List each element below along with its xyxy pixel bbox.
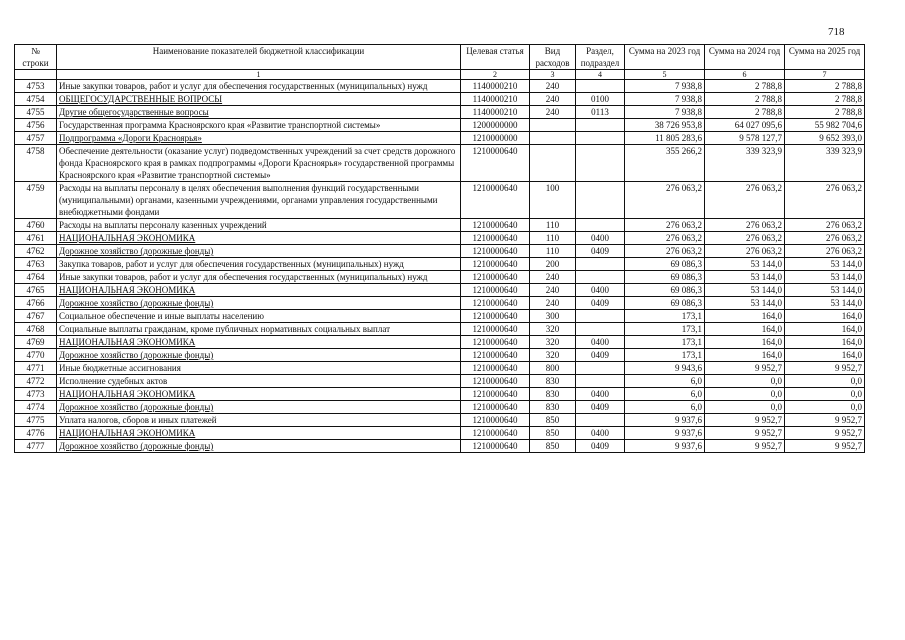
table-row bbox=[15, 80, 865, 93]
row-name: Социальное обеспечение и иные выплаты населению bbox=[57, 310, 461, 323]
table-row bbox=[15, 401, 865, 414]
row-sum-2025: 9 952,7 bbox=[785, 362, 865, 375]
row-sum-2023: 9 937,6 bbox=[625, 427, 705, 440]
row-number: 4761 bbox=[15, 232, 57, 245]
row-name bbox=[57, 106, 461, 119]
row-sum-2024: 64 027 095,6 bbox=[705, 119, 785, 132]
row-sum-2024: 9 952,7 bbox=[705, 414, 785, 427]
row-sum-2023: 38 726 953,8 bbox=[625, 119, 705, 132]
row-sum-2025: 164,0 bbox=[785, 336, 865, 349]
row-number: 4753 bbox=[15, 80, 57, 93]
row-sum-2023: 276 063,2 bbox=[625, 232, 705, 245]
row-expense-kind: 240 bbox=[530, 284, 576, 297]
row-sum-2025: 53 144,0 bbox=[785, 284, 865, 297]
header-sum-2024: Сумма на 2024 год bbox=[705, 45, 785, 70]
row-expense-kind: 300 bbox=[530, 310, 576, 323]
row-expense-kind: 110 bbox=[530, 245, 576, 258]
row-name bbox=[57, 232, 461, 245]
table-row bbox=[15, 145, 865, 182]
row-section bbox=[576, 271, 625, 284]
row-name: Расходы на выплаты персоналу в целях обеспечения выполнения функций государственными (муниципальными) органами, казенными учреждениями, органами управления государственными внебюджетными фондами bbox=[57, 182, 461, 219]
row-number: 4765 bbox=[15, 284, 57, 297]
row-sum-2025: 339 323,9 bbox=[785, 145, 865, 182]
header-name: Наименование показателей бюджетной классификации bbox=[57, 45, 461, 70]
row-name bbox=[57, 284, 461, 297]
row-target-item: 1210000640 bbox=[461, 219, 530, 232]
table-row bbox=[15, 362, 865, 375]
row-expense-kind: 320 bbox=[530, 349, 576, 362]
row-expense-kind: 850 bbox=[530, 414, 576, 427]
row-target-item: 1210000640 bbox=[461, 323, 530, 336]
column-number: 5 bbox=[625, 70, 705, 80]
row-target-item: 1210000640 bbox=[461, 145, 530, 182]
row-sum-2024: 9 952,7 bbox=[705, 427, 785, 440]
row-name: Исполнение судебных актов bbox=[57, 375, 461, 388]
row-expense-kind: 320 bbox=[530, 323, 576, 336]
row-name: Закупка товаров, работ и услуг для обеспечения государственных (муниципальных) нужд bbox=[57, 258, 461, 271]
row-sum-2025: 164,0 bbox=[785, 310, 865, 323]
row-sum-2024: 276 063,2 bbox=[705, 245, 785, 258]
row-sum-2023: 7 938,8 bbox=[625, 80, 705, 93]
row-section bbox=[576, 132, 625, 145]
row-name-text: Дорожное хозяйство (дорожные фонды) bbox=[59, 402, 214, 412]
table-row bbox=[15, 245, 865, 258]
row-sum-2023: 276 063,2 bbox=[625, 182, 705, 219]
row-sum-2023: 9 937,6 bbox=[625, 440, 705, 453]
row-number: 4759 bbox=[15, 182, 57, 219]
row-number: 4772 bbox=[15, 375, 57, 388]
row-name bbox=[57, 245, 461, 258]
row-number: 4774 bbox=[15, 401, 57, 414]
row-expense-kind: 850 bbox=[530, 440, 576, 453]
row-target-item: 1210000640 bbox=[461, 440, 530, 453]
row-target-item: 1210000640 bbox=[461, 258, 530, 271]
row-target-item: 1210000640 bbox=[461, 349, 530, 362]
budget-table bbox=[14, 44, 865, 453]
table-row bbox=[15, 336, 865, 349]
row-section: 0400 bbox=[576, 232, 625, 245]
row-name-text: НАЦИОНАЛЬНАЯ ЭКОНОМИКА bbox=[59, 428, 196, 438]
row-name-text: Дорожное хозяйство (дорожные фонды) bbox=[59, 350, 214, 360]
row-sum-2023: 9 943,6 bbox=[625, 362, 705, 375]
row-number: 4760 bbox=[15, 219, 57, 232]
row-expense-kind: 830 bbox=[530, 401, 576, 414]
row-section: 0409 bbox=[576, 297, 625, 310]
row-expense-kind: 320 bbox=[530, 336, 576, 349]
row-section bbox=[576, 80, 625, 93]
row-sum-2023: 173,1 bbox=[625, 310, 705, 323]
row-number: 4762 bbox=[15, 245, 57, 258]
row-sum-2024: 9 952,7 bbox=[705, 362, 785, 375]
row-target-item: 1210000640 bbox=[461, 414, 530, 427]
row-section bbox=[576, 219, 625, 232]
row-number: 4771 bbox=[15, 362, 57, 375]
row-section: 0400 bbox=[576, 336, 625, 349]
row-expense-kind: 240 bbox=[530, 93, 576, 106]
row-sum-2025: 9 952,7 bbox=[785, 414, 865, 427]
row-number: 4757 bbox=[15, 132, 57, 145]
row-section bbox=[576, 323, 625, 336]
row-section bbox=[576, 145, 625, 182]
row-sum-2025: 0,0 bbox=[785, 388, 865, 401]
row-sum-2024: 2 788,8 bbox=[705, 106, 785, 119]
table-row bbox=[15, 375, 865, 388]
row-sum-2023: 173,1 bbox=[625, 349, 705, 362]
row-sum-2023: 69 086,3 bbox=[625, 271, 705, 284]
row-sum-2024: 2 788,8 bbox=[705, 93, 785, 106]
row-target-item: 1140000210 bbox=[461, 106, 530, 119]
column-number: 1 bbox=[57, 70, 461, 80]
row-sum-2023: 6,0 bbox=[625, 375, 705, 388]
header-row-number: № строки bbox=[15, 45, 57, 70]
row-name bbox=[57, 440, 461, 453]
row-name bbox=[57, 349, 461, 362]
row-target-item: 1140000210 bbox=[461, 80, 530, 93]
row-sum-2024: 164,0 bbox=[705, 349, 785, 362]
row-sum-2023: 11 805 283,6 bbox=[625, 132, 705, 145]
row-sum-2025: 2 788,8 bbox=[785, 93, 865, 106]
column-number: 4 bbox=[576, 70, 625, 80]
row-section bbox=[576, 258, 625, 271]
table-row bbox=[15, 119, 865, 132]
row-number: 4754 bbox=[15, 93, 57, 106]
row-number: 4767 bbox=[15, 310, 57, 323]
row-number: 4775 bbox=[15, 414, 57, 427]
row-sum-2024: 276 063,2 bbox=[705, 219, 785, 232]
row-number: 4776 bbox=[15, 427, 57, 440]
row-name: Уплата налогов, сборов и иных платежей bbox=[57, 414, 461, 427]
row-sum-2023: 69 086,3 bbox=[625, 258, 705, 271]
row-expense-kind: 240 bbox=[530, 297, 576, 310]
row-name bbox=[57, 336, 461, 349]
row-sum-2023: 173,1 bbox=[625, 323, 705, 336]
row-target-item: 1210000640 bbox=[461, 388, 530, 401]
row-sum-2025: 55 982 704,6 bbox=[785, 119, 865, 132]
header-sum-2023: Сумма на 2023 год bbox=[625, 45, 705, 70]
row-target-item: 1210000640 bbox=[461, 271, 530, 284]
column-number: 6 bbox=[705, 70, 785, 80]
row-target-item: 1210000640 bbox=[461, 401, 530, 414]
row-target-item: 1210000640 bbox=[461, 297, 530, 310]
row-section: 0400 bbox=[576, 427, 625, 440]
row-number: 4756 bbox=[15, 119, 57, 132]
row-name-text: НАЦИОНАЛЬНАЯ ЭКОНОМИКА bbox=[59, 285, 196, 295]
row-expense-kind: 240 bbox=[530, 106, 576, 119]
row-expense-kind: 110 bbox=[530, 232, 576, 245]
row-name-text: НАЦИОНАЛЬНАЯ ЭКОНОМИКА bbox=[59, 389, 196, 399]
table-row bbox=[15, 271, 865, 284]
row-sum-2025: 9 652 393,0 bbox=[785, 132, 865, 145]
table-row bbox=[15, 349, 865, 362]
row-sum-2024: 53 144,0 bbox=[705, 258, 785, 271]
table-row bbox=[15, 106, 865, 119]
row-expense-kind: 200 bbox=[530, 258, 576, 271]
row-section: 0113 bbox=[576, 106, 625, 119]
row-sum-2025: 0,0 bbox=[785, 375, 865, 388]
table-row bbox=[15, 232, 865, 245]
table-row bbox=[15, 414, 865, 427]
header-target-item: Целевая статья bbox=[461, 45, 530, 70]
row-expense-kind: 100 bbox=[530, 182, 576, 219]
row-number: 4768 bbox=[15, 323, 57, 336]
page-number: 718 bbox=[828, 26, 845, 38]
row-sum-2023: 276 063,2 bbox=[625, 219, 705, 232]
row-sum-2024: 53 144,0 bbox=[705, 271, 785, 284]
row-name-text: Другие общегосударственные вопросы bbox=[59, 107, 209, 117]
table-row bbox=[15, 323, 865, 336]
row-sum-2024: 9 578 127,7 bbox=[705, 132, 785, 145]
row-target-item: 1200000000 bbox=[461, 119, 530, 132]
table-row bbox=[15, 219, 865, 232]
row-target-item: 1210000000 bbox=[461, 132, 530, 145]
row-sum-2025: 53 144,0 bbox=[785, 271, 865, 284]
row-sum-2023: 276 063,2 bbox=[625, 245, 705, 258]
column-number: 2 bbox=[461, 70, 530, 80]
column-number bbox=[15, 70, 57, 80]
row-sum-2023: 7 938,8 bbox=[625, 106, 705, 119]
row-section bbox=[576, 362, 625, 375]
row-sum-2024: 164,0 bbox=[705, 336, 785, 349]
table-row bbox=[15, 297, 865, 310]
table-row bbox=[15, 440, 865, 453]
row-sum-2025: 276 063,2 bbox=[785, 219, 865, 232]
table-body bbox=[15, 80, 865, 453]
row-sum-2025: 53 144,0 bbox=[785, 258, 865, 271]
row-target-item: 1210000640 bbox=[461, 310, 530, 323]
row-sum-2023: 6,0 bbox=[625, 388, 705, 401]
row-sum-2025: 276 063,2 bbox=[785, 245, 865, 258]
row-name bbox=[57, 388, 461, 401]
row-number: 4766 bbox=[15, 297, 57, 310]
row-target-item: 1210000640 bbox=[461, 336, 530, 349]
row-expense-kind bbox=[530, 119, 576, 132]
column-number: 7 bbox=[785, 70, 865, 80]
row-number: 4764 bbox=[15, 271, 57, 284]
row-expense-kind: 830 bbox=[530, 375, 576, 388]
row-target-item: 1210000640 bbox=[461, 427, 530, 440]
row-name: Государственная программа Красноярского края «Развитие транспортной системы» bbox=[57, 119, 461, 132]
row-sum-2025: 164,0 bbox=[785, 323, 865, 336]
row-sum-2023: 69 086,3 bbox=[625, 297, 705, 310]
table-row bbox=[15, 132, 865, 145]
row-section: 0400 bbox=[576, 284, 625, 297]
row-number: 4763 bbox=[15, 258, 57, 271]
column-numbers-row bbox=[15, 70, 865, 80]
row-sum-2024: 53 144,0 bbox=[705, 284, 785, 297]
row-sum-2025: 0,0 bbox=[785, 401, 865, 414]
row-sum-2025: 276 063,2 bbox=[785, 232, 865, 245]
row-sum-2023: 355 266,2 bbox=[625, 145, 705, 182]
row-expense-kind bbox=[530, 145, 576, 182]
row-name bbox=[57, 427, 461, 440]
row-sum-2023: 173,1 bbox=[625, 336, 705, 349]
row-sum-2025: 9 952,7 bbox=[785, 440, 865, 453]
row-sum-2024: 0,0 bbox=[705, 401, 785, 414]
row-expense-kind: 240 bbox=[530, 271, 576, 284]
row-name-text: Дорожное хозяйство (дорожные фонды) bbox=[59, 298, 214, 308]
row-sum-2025: 9 952,7 bbox=[785, 427, 865, 440]
table-row bbox=[15, 388, 865, 401]
row-name-text: НАЦИОНАЛЬНАЯ ЭКОНОМИКА bbox=[59, 337, 196, 347]
row-sum-2025: 276 063,2 bbox=[785, 182, 865, 219]
row-name bbox=[57, 297, 461, 310]
row-sum-2023: 69 086,3 bbox=[625, 284, 705, 297]
row-target-item: 1140000210 bbox=[461, 93, 530, 106]
row-target-item: 1210000640 bbox=[461, 284, 530, 297]
row-sum-2024: 339 323,9 bbox=[705, 145, 785, 182]
row-section bbox=[576, 182, 625, 219]
row-sum-2023: 6,0 bbox=[625, 401, 705, 414]
row-sum-2025: 2 788,8 bbox=[785, 106, 865, 119]
header-expense-kind: Вид расходов bbox=[530, 45, 576, 70]
row-target-item: 1210000640 bbox=[461, 232, 530, 245]
row-number: 4770 bbox=[15, 349, 57, 362]
row-name-text: Дорожное хозяйство (дорожные фонды) bbox=[59, 246, 214, 256]
row-section: 0400 bbox=[576, 388, 625, 401]
row-section bbox=[576, 310, 625, 323]
row-sum-2024: 0,0 bbox=[705, 375, 785, 388]
row-sum-2024: 2 788,8 bbox=[705, 80, 785, 93]
row-sum-2024: 164,0 bbox=[705, 323, 785, 336]
table-row bbox=[15, 182, 865, 219]
row-name-text: Подпрограмма «Дороги Красноярья» bbox=[59, 133, 202, 143]
row-expense-kind: 240 bbox=[530, 80, 576, 93]
row-number: 4773 bbox=[15, 388, 57, 401]
row-name: Обеспечение деятельности (оказание услуг) подведомственных учреждений за счет средств дорожного фонда Красноярского края в рамках подпрограммы «Дороги Красноярья» государственной программы Красноярского края «Развитие транспортной системы» bbox=[57, 145, 461, 182]
column-number: 3 bbox=[530, 70, 576, 80]
row-sum-2024: 276 063,2 bbox=[705, 232, 785, 245]
table-row bbox=[15, 310, 865, 323]
row-number: 4769 bbox=[15, 336, 57, 349]
row-name-text: ОБЩЕГОСУДАРСТВЕННЫЕ ВОПРОСЫ bbox=[59, 94, 223, 104]
table-row bbox=[15, 284, 865, 297]
row-section bbox=[576, 119, 625, 132]
row-expense-kind: 800 bbox=[530, 362, 576, 375]
row-sum-2024: 9 952,7 bbox=[705, 440, 785, 453]
row-expense-kind: 850 bbox=[530, 427, 576, 440]
row-name: Расходы на выплаты персоналу казенных учреждений bbox=[57, 219, 461, 232]
row-sum-2024: 0,0 bbox=[705, 388, 785, 401]
row-section: 0100 bbox=[576, 93, 625, 106]
row-section bbox=[576, 375, 625, 388]
row-sum-2024: 53 144,0 bbox=[705, 297, 785, 310]
row-target-item: 1210000640 bbox=[461, 362, 530, 375]
header-section: Раздел, подраздел bbox=[576, 45, 625, 70]
row-name-text: НАЦИОНАЛЬНАЯ ЭКОНОМИКА bbox=[59, 233, 196, 243]
row-sum-2025: 164,0 bbox=[785, 349, 865, 362]
table-row bbox=[15, 93, 865, 106]
row-sum-2024: 164,0 bbox=[705, 310, 785, 323]
row-section: 0409 bbox=[576, 440, 625, 453]
row-sum-2023: 9 937,6 bbox=[625, 414, 705, 427]
row-sum-2023: 7 938,8 bbox=[625, 93, 705, 106]
row-expense-kind: 830 bbox=[530, 388, 576, 401]
row-name-text: Дорожное хозяйство (дорожные фонды) bbox=[59, 441, 214, 451]
row-number: 4758 bbox=[15, 145, 57, 182]
header-row bbox=[15, 45, 865, 70]
row-expense-kind bbox=[530, 132, 576, 145]
row-section: 0409 bbox=[576, 349, 625, 362]
row-section bbox=[576, 414, 625, 427]
row-name: Иные закупки товаров, работ и услуг для обеспечения государственных (муниципальных) нужд bbox=[57, 271, 461, 284]
row-name: Иные бюджетные ассигнования bbox=[57, 362, 461, 375]
row-section: 0409 bbox=[576, 401, 625, 414]
header-sum-2025: Сумма на 2025 год bbox=[785, 45, 865, 70]
row-sum-2024: 276 063,2 bbox=[705, 182, 785, 219]
row-name bbox=[57, 93, 461, 106]
row-name bbox=[57, 401, 461, 414]
row-number: 4777 bbox=[15, 440, 57, 453]
row-section: 0409 bbox=[576, 245, 625, 258]
row-sum-2025: 53 144,0 bbox=[785, 297, 865, 310]
row-number: 4755 bbox=[15, 106, 57, 119]
row-sum-2025: 2 788,8 bbox=[785, 80, 865, 93]
row-name bbox=[57, 132, 461, 145]
row-name: Социальные выплаты гражданам, кроме публичных нормативных социальных выплат bbox=[57, 323, 461, 336]
row-name: Иные закупки товаров, работ и услуг для обеспечения государственных (муниципальных) нужд bbox=[57, 80, 461, 93]
row-target-item: 1210000640 bbox=[461, 182, 530, 219]
row-expense-kind: 110 bbox=[530, 219, 576, 232]
table-row bbox=[15, 427, 865, 440]
row-target-item: 1210000640 bbox=[461, 245, 530, 258]
row-target-item: 1210000640 bbox=[461, 375, 530, 388]
table-row bbox=[15, 258, 865, 271]
